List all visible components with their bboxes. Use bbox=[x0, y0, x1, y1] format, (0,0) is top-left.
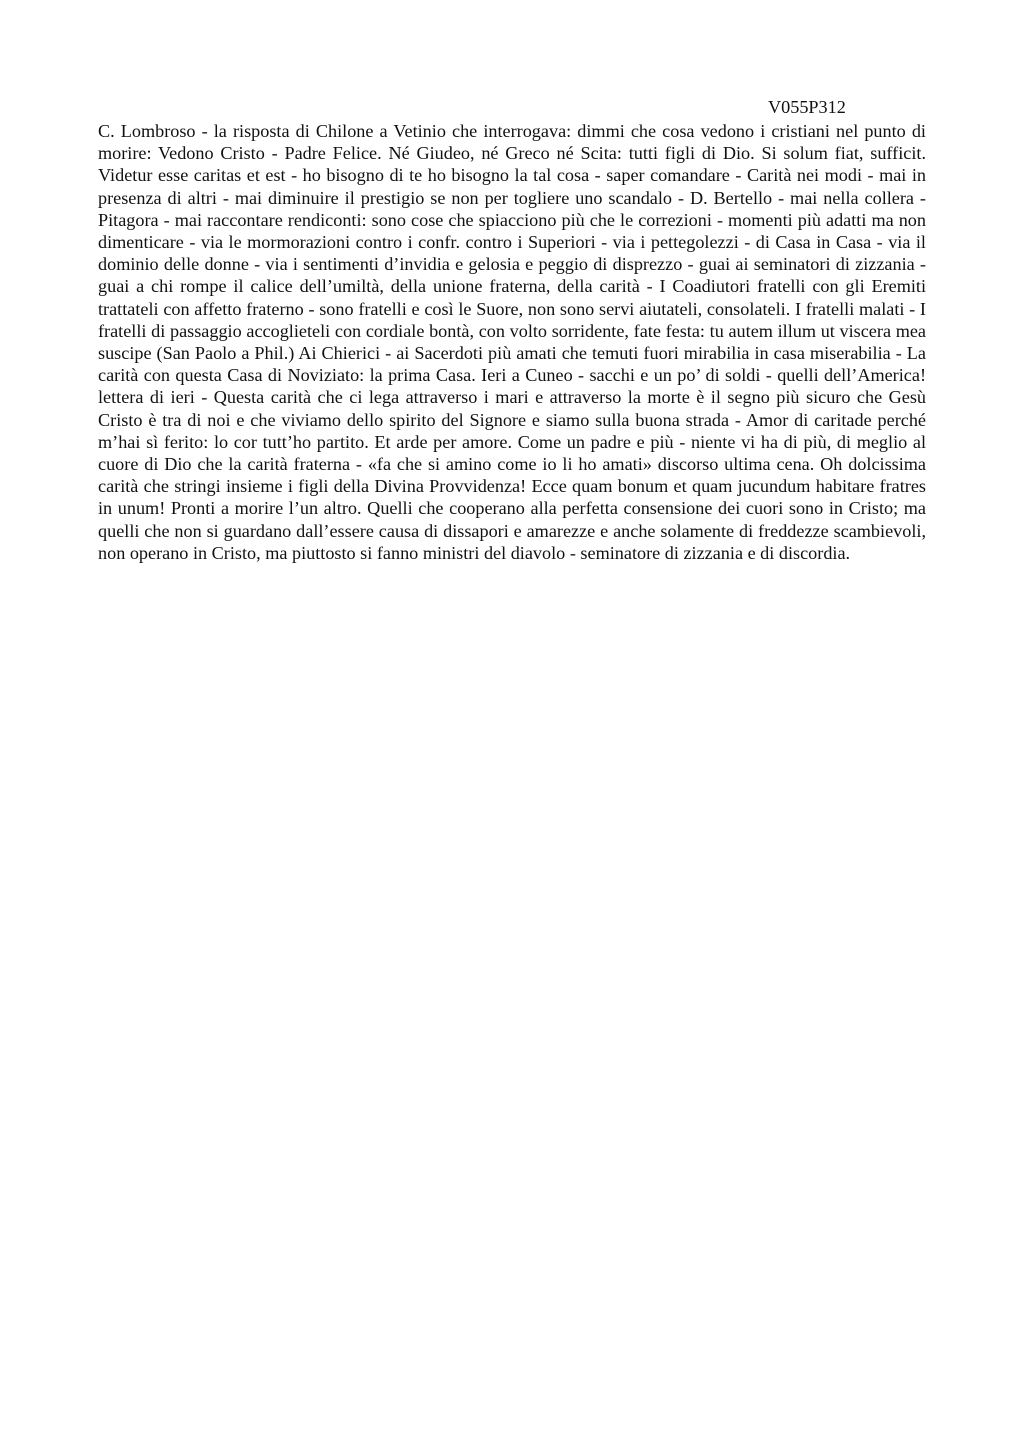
page-identifier: V055P312 bbox=[768, 97, 846, 117]
body-paragraph: C. Lombroso - la risposta di Chilone a Vetinio che interrogava: dimmi che cosa vedono i cristiani nel punto di morire: Vedono Cristo - Padre Felice. Né Giudeo, né Greco né Scita: tutti figli di Dio. Si solum fiat, sufficit. Videtur esse caritas et est - ho bisogno di te ho bisogno la tal cosa - saper comandare - Carità nei modi - mai in presenza di altri - mai diminuire il prestigio se non per togliere uno scandalo - D. Bertello - mai nella collera - Pitagora - mai raccontare rendiconti: sono cose che spiacciono più che le correzioni - momenti più adatti ma non dimenticare - via le mormorazioni contro i confr. contro i Superiori - via i pettegolezzi - di Casa in Casa - via il dominio delle donne - via i sentimenti d’invidia e gelosia e peggio di disprezzo - guai ai seminatori di zizzania - guai a chi rompe il calice dell’umiltà, della unione fraterna, della carità - I Coadiutori fratelli con gli Eremiti trattateli con affetto fraterno - sono fratelli e così le Suore, non sono servi aiutateli, consolateli. I fratelli malati - I fratelli di passaggio accoglieteli con cordiale bontà, con volto sorridente, fate festa: tu autem illum ut viscera mea suscipe (San Paolo a Phil.) Ai Chierici - ai Sacerdoti più amati che temuti fuori mirabilia in casa miserabilia - La carità con questa Casa di Noviziato: la prima Casa. Ieri a Cuneo - sacchi e un po’ di soldi - quelli dell’America! lettera di ieri - Questa carità che ci lega attraverso i mari e attraverso la morte è il segno più sicuro che Gesù Cristo è tra di noi e che viviamo dello spirito del Signore e siamo sulla buona strada - Amor di caritade perché m’hai sì ferito: lo cor tutt’ho partito. Et arde per amore. Come un padre e più - niente vi ha di più, di meglio al cuore di Dio che la carità fraterna - «fa che si amino come io li ho amati» discorso ultima cena. Oh dolcissima carità che stringi insieme i figli della Divina Provvidenza! Ecce quam bonum et quam jucundum habitare fratres in unum! Pronti a morire l’un altro. Quelli che cooperano alla perfetta consensione dei cuori sono in Cristo; ma quelli che non si guardano dall’essere causa di dissapori e amarezze e anche solamente di freddezze scambievoli, non operano in Cristo, ma piuttosto si fanno ministri del diavolo - seminatore di zizzania e di discordia. bbox=[98, 121, 926, 563]
